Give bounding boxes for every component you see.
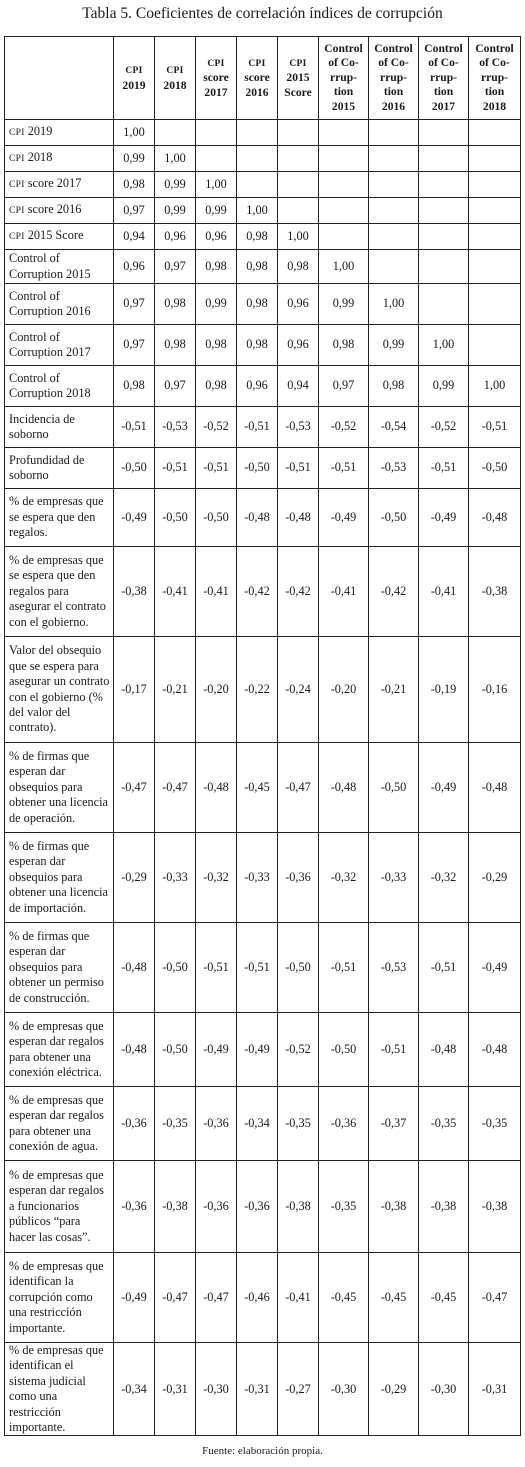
table-cell: -0,29 — [469, 833, 521, 923]
table-cell: 0,99 — [319, 284, 369, 325]
table-cell: -0,47 — [278, 743, 319, 833]
table-cell — [469, 325, 521, 366]
table-cell — [278, 120, 319, 146]
table-cell: -0,52 — [278, 1013, 319, 1087]
table-cell: -0,49 — [419, 489, 469, 547]
table-cell — [369, 198, 419, 224]
table-cell: 0,98 — [319, 325, 369, 366]
table-cell: -0,53 — [155, 407, 196, 448]
table-cell: 0,97 — [114, 284, 155, 325]
table-cell: -0,47 — [155, 1253, 196, 1343]
table-row — [5, 325, 521, 366]
table-cell: -0,42 — [369, 547, 419, 637]
row-label: Control of Corruption 2017 — [5, 325, 114, 366]
column-header: Control of Co-rrup-tion 2018 — [469, 37, 521, 120]
table-cell: -0,36 — [196, 1161, 237, 1253]
table-cell: -0,48 — [469, 1013, 521, 1087]
table-cell: -0,36 — [237, 1161, 278, 1253]
table-cell: 1,00 — [114, 120, 155, 146]
column-header: CPI 2015 Score — [278, 37, 319, 120]
table-cell: -0,52 — [419, 407, 469, 448]
table-cell: -0,50 — [237, 448, 278, 489]
table-cell: 0,94 — [278, 366, 319, 407]
table-cell: -0,49 — [196, 1013, 237, 1087]
table-cell: -0,47 — [155, 743, 196, 833]
source-note: Fuente: elaboración propia. — [202, 1445, 323, 1457]
table-cell: -0,19 — [419, 637, 469, 743]
table-row — [5, 1343, 521, 1436]
table-cell: 0,99 — [196, 198, 237, 224]
row-label: CPI 2015 Score — [5, 224, 114, 250]
table-cell: -0,48 — [114, 1013, 155, 1087]
table-cell: -0,51 — [196, 448, 237, 489]
table-cell: -0,49 — [237, 1013, 278, 1087]
table-cell — [419, 172, 469, 198]
table-cell: 0,97 — [319, 366, 369, 407]
table-cell: -0,51 — [155, 448, 196, 489]
table-cell: -0,53 — [369, 448, 419, 489]
table-cell: 0,99 — [419, 366, 469, 407]
row-label: Control of Corruption 2016 — [5, 284, 114, 325]
table-cell: -0,32 — [419, 833, 469, 923]
table-row — [5, 1161, 521, 1253]
row-label: CPI 2018 — [5, 146, 114, 172]
table-cell: -0,36 — [196, 1087, 237, 1161]
table-cell: -0,48 — [278, 489, 319, 547]
table-cell: -0,49 — [319, 489, 369, 547]
column-header: Control of Co-rrup-tion 2016 — [369, 37, 419, 120]
row-label: Valor del obsequio que se espera para asegurar un contrato con el gobierno (% del valor del contrato). — [5, 637, 114, 743]
table-cell: 0,96 — [196, 224, 237, 250]
table-cell: -0,38 — [155, 1161, 196, 1253]
table-cell: 0,97 — [114, 198, 155, 224]
table-row — [5, 198, 521, 224]
table-cell: -0,17 — [114, 637, 155, 743]
table-cell: 0,97 — [155, 366, 196, 407]
table-cell — [369, 172, 419, 198]
table-cell — [319, 120, 369, 146]
table-row — [5, 1087, 521, 1161]
table-cell: -0,30 — [319, 1343, 369, 1436]
table-cell: -0,51 — [419, 448, 469, 489]
table-cell: 0,99 — [155, 172, 196, 198]
table-cell: 0,98 — [196, 250, 237, 284]
table-cell: 0,98 — [237, 325, 278, 366]
table-cell — [319, 224, 369, 250]
row-label: % de firmas que esperan dar obsequios para obtener un permiso de construcción. — [5, 923, 114, 1013]
table-row — [5, 489, 521, 547]
row-label: CPI 2019 — [5, 120, 114, 146]
table-cell: -0,51 — [196, 923, 237, 1013]
table-row — [5, 407, 521, 448]
correlation-table — [4, 36, 521, 1436]
table-cell: -0,42 — [278, 547, 319, 637]
table-cell: 0,98 — [369, 366, 419, 407]
table-cell: 0,96 — [155, 224, 196, 250]
table-cell — [419, 120, 469, 146]
table-cell: 1,00 — [196, 172, 237, 198]
table-cell: -0,51 — [278, 448, 319, 489]
table-cell: -0,36 — [114, 1161, 155, 1253]
header-row — [5, 37, 521, 120]
table-cell: 0,98 — [155, 284, 196, 325]
table-cell: -0,34 — [237, 1087, 278, 1161]
table-cell — [278, 198, 319, 224]
table-cell: -0,50 — [278, 923, 319, 1013]
table-cell: -0,30 — [196, 1343, 237, 1436]
table-cell — [419, 198, 469, 224]
table-cell: 1,00 — [419, 325, 469, 366]
column-header: CPI 2019 — [114, 37, 155, 120]
table-cell: -0,49 — [469, 923, 521, 1013]
row-label: CPI score 2016 — [5, 198, 114, 224]
table-cell: -0,49 — [419, 743, 469, 833]
table-cell — [469, 250, 521, 284]
table-cell: -0,38 — [114, 547, 155, 637]
table-cell: -0,53 — [278, 407, 319, 448]
table-cell — [237, 120, 278, 146]
table-cell: -0,49 — [114, 489, 155, 547]
table-cell — [469, 120, 521, 146]
table-row — [5, 284, 521, 325]
table-cell: -0,41 — [319, 547, 369, 637]
table-cell — [196, 120, 237, 146]
table-cell: 0,98 — [237, 250, 278, 284]
table-cell: -0,47 — [196, 1253, 237, 1343]
table-cell: -0,41 — [278, 1253, 319, 1343]
table-cell: 1,00 — [237, 198, 278, 224]
table-cell — [419, 250, 469, 284]
table-cell: -0,33 — [237, 833, 278, 923]
table-cell: -0,50 — [114, 448, 155, 489]
table-cell: -0,47 — [469, 1253, 521, 1343]
table-row — [5, 1013, 521, 1087]
table-title: Tabla 5. Coeficientes de correlación índices de corrupción — [82, 5, 443, 22]
table-cell: 0,94 — [114, 224, 155, 250]
table-cell: -0,35 — [278, 1087, 319, 1161]
table-cell — [419, 146, 469, 172]
row-label: Profundidad de soborno — [5, 448, 114, 489]
table-cell: -0,31 — [469, 1343, 521, 1436]
table-cell: 0,96 — [237, 366, 278, 407]
row-label: % de empresas que esperan dar regalos a funcionarios públicos “para hacer las cosas”. — [5, 1161, 114, 1253]
row-label: % de firmas que esperan dar obsequios para obtener una licencia de operación. — [5, 743, 114, 833]
table-cell — [369, 224, 419, 250]
table-cell: -0,27 — [278, 1343, 319, 1436]
table-cell — [469, 224, 521, 250]
table-cell — [419, 284, 469, 325]
table-cell: 1,00 — [469, 366, 521, 407]
table-cell: -0,51 — [419, 923, 469, 1013]
table-cell: -0,34 — [114, 1343, 155, 1436]
table-cell: -0,29 — [369, 1343, 419, 1436]
table-cell: 0,97 — [155, 250, 196, 284]
table-cell: -0,35 — [419, 1087, 469, 1161]
corner-cell — [5, 37, 114, 120]
table-row — [5, 547, 521, 637]
table-cell: 0,98 — [237, 224, 278, 250]
table-cell: -0,38 — [469, 1161, 521, 1253]
table-cell: -0,32 — [319, 833, 369, 923]
table-cell: -0,33 — [155, 833, 196, 923]
table-cell: -0,38 — [419, 1161, 469, 1253]
table-cell: -0,31 — [155, 1343, 196, 1436]
table-cell: -0,35 — [155, 1087, 196, 1161]
table-cell — [419, 224, 469, 250]
row-label: % de empresas que esperan dar regalos para obtener una conexión de agua. — [5, 1087, 114, 1161]
table-cell: 1,00 — [278, 224, 319, 250]
table-row — [5, 448, 521, 489]
table-cell — [278, 172, 319, 198]
table-cell: -0,50 — [469, 448, 521, 489]
table-row — [5, 172, 521, 198]
table-cell: -0,41 — [155, 547, 196, 637]
table-cell: -0,51 — [469, 407, 521, 448]
table-cell: -0,36 — [278, 833, 319, 923]
table-row — [5, 366, 521, 407]
table-cell: -0,53 — [369, 923, 419, 1013]
table-cell: -0,41 — [419, 547, 469, 637]
table-cell: -0,37 — [369, 1087, 419, 1161]
table-cell: -0,36 — [114, 1087, 155, 1161]
table-cell: -0,38 — [278, 1161, 319, 1253]
table-cell — [469, 172, 521, 198]
row-label: Incidencia de soborno — [5, 407, 114, 448]
table-cell: 0,98 — [196, 366, 237, 407]
table-row — [5, 1253, 521, 1343]
table-cell: 1,00 — [319, 250, 369, 284]
table-cell: -0,29 — [114, 833, 155, 923]
row-label: % de empresas que se espera que den regalos para asegurar el contrato con el gobierno. — [5, 547, 114, 637]
row-label: % de firmas que esperan dar obsequios para obtener una licencia de importación. — [5, 833, 114, 923]
row-label: % de empresas que esperan dar regalos para obtener una conexión eléctrica. — [5, 1013, 114, 1087]
table-cell: -0,48 — [419, 1013, 469, 1087]
table-cell: -0,30 — [419, 1343, 469, 1436]
table-row — [5, 146, 521, 172]
table-cell — [237, 146, 278, 172]
table-cell: 0,98 — [114, 366, 155, 407]
table-cell: -0,20 — [196, 637, 237, 743]
column-header: Control of Co-rrup-tion 2015 — [319, 37, 369, 120]
table-cell: -0,33 — [369, 833, 419, 923]
table-cell: -0,38 — [469, 547, 521, 637]
table-cell: 0,98 — [155, 325, 196, 366]
table-cell: -0,50 — [155, 1013, 196, 1087]
table-cell — [237, 172, 278, 198]
table-cell: -0,38 — [369, 1161, 419, 1253]
table-cell: -0,22 — [237, 637, 278, 743]
table-cell: -0,51 — [319, 923, 369, 1013]
table-row — [5, 224, 521, 250]
table-cell: -0,46 — [237, 1253, 278, 1343]
table-cell: -0,50 — [155, 923, 196, 1013]
table-cell — [369, 250, 419, 284]
table-cell — [469, 198, 521, 224]
table-cell: -0,45 — [419, 1253, 469, 1343]
table-cell: -0,48 — [469, 489, 521, 547]
table-cell: -0,35 — [319, 1161, 369, 1253]
table-cell: -0,49 — [114, 1253, 155, 1343]
table-cell: -0,41 — [196, 547, 237, 637]
table-row — [5, 923, 521, 1013]
table-cell — [319, 172, 369, 198]
column-header: CPI 2018 — [155, 37, 196, 120]
table-cell: -0,20 — [319, 637, 369, 743]
table-cell: -0,50 — [196, 489, 237, 547]
column-header: Control of Co-rrup-tion 2017 — [419, 37, 469, 120]
table-row — [5, 743, 521, 833]
row-label: % de empresas que se espera que den regalos. — [5, 489, 114, 547]
table-cell — [369, 146, 419, 172]
table-cell — [319, 198, 369, 224]
table-cell: -0,51 — [369, 1013, 419, 1087]
table-cell: -0,24 — [278, 637, 319, 743]
table-cell: -0,52 — [196, 407, 237, 448]
table-cell: 0,98 — [196, 325, 237, 366]
table-cell: -0,50 — [319, 1013, 369, 1087]
table-cell: -0,21 — [369, 637, 419, 743]
table-cell: -0,50 — [155, 489, 196, 547]
table-cell — [469, 146, 521, 172]
table-cell: -0,31 — [237, 1343, 278, 1436]
table-cell: -0,51 — [237, 923, 278, 1013]
table-cell: 0,99 — [114, 146, 155, 172]
table-cell: 1,00 — [369, 284, 419, 325]
table-cell: -0,48 — [469, 743, 521, 833]
column-header: CPI score 2017 — [196, 37, 237, 120]
table-cell: -0,50 — [369, 489, 419, 547]
row-label: Control of Corruption 2018 — [5, 366, 114, 407]
table-cell: -0,48 — [196, 743, 237, 833]
row-label: Control of Corruption 2015 — [5, 250, 114, 284]
table-cell: -0,51 — [319, 448, 369, 489]
table-cell — [319, 146, 369, 172]
table-row — [5, 637, 521, 743]
table-cell: 1,00 — [155, 146, 196, 172]
table-cell: 0,97 — [114, 325, 155, 366]
table-cell: 0,96 — [278, 284, 319, 325]
row-label: CPI score 2017 — [5, 172, 114, 198]
table-cell: -0,48 — [319, 743, 369, 833]
table-row — [5, 250, 521, 284]
table-cell: -0,45 — [237, 743, 278, 833]
table-cell: -0,45 — [369, 1253, 419, 1343]
table-cell: -0,51 — [114, 407, 155, 448]
table-cell: -0,54 — [369, 407, 419, 448]
table-cell — [278, 146, 319, 172]
table-cell: 0,98 — [278, 250, 319, 284]
table-cell: 0,96 — [114, 250, 155, 284]
table-cell: -0,42 — [237, 547, 278, 637]
table-cell: 0,96 — [278, 325, 319, 366]
table-row — [5, 120, 521, 146]
table-cell: -0,50 — [369, 743, 419, 833]
table-cell: 0,98 — [114, 172, 155, 198]
table-cell: -0,51 — [237, 407, 278, 448]
table-cell: 0,99 — [196, 284, 237, 325]
table-cell: -0,48 — [237, 489, 278, 547]
table-cell: 0,99 — [369, 325, 419, 366]
table-cell: -0,45 — [319, 1253, 369, 1343]
table-cell — [469, 284, 521, 325]
table-cell: -0,21 — [155, 637, 196, 743]
column-header: CPI score 2016 — [237, 37, 278, 120]
table-cell — [369, 120, 419, 146]
table-cell: -0,52 — [319, 407, 369, 448]
table-cell: -0,16 — [469, 637, 521, 743]
row-label: % de empresas que identifican el sistema judicial como una restricción importante. — [5, 1343, 114, 1436]
table-cell: -0,48 — [114, 923, 155, 1013]
row-label: % de empresas que identifican la corrupción como una restricción importante. — [5, 1253, 114, 1343]
table-cell: -0,35 — [469, 1087, 521, 1161]
table-cell: 0,99 — [155, 198, 196, 224]
table-cell: 0,98 — [237, 284, 278, 325]
table-row — [5, 833, 521, 923]
table-cell — [155, 120, 196, 146]
table-cell: -0,36 — [319, 1087, 369, 1161]
table-cell — [196, 146, 237, 172]
table-cell: -0,47 — [114, 743, 155, 833]
table-cell: -0,32 — [196, 833, 237, 923]
